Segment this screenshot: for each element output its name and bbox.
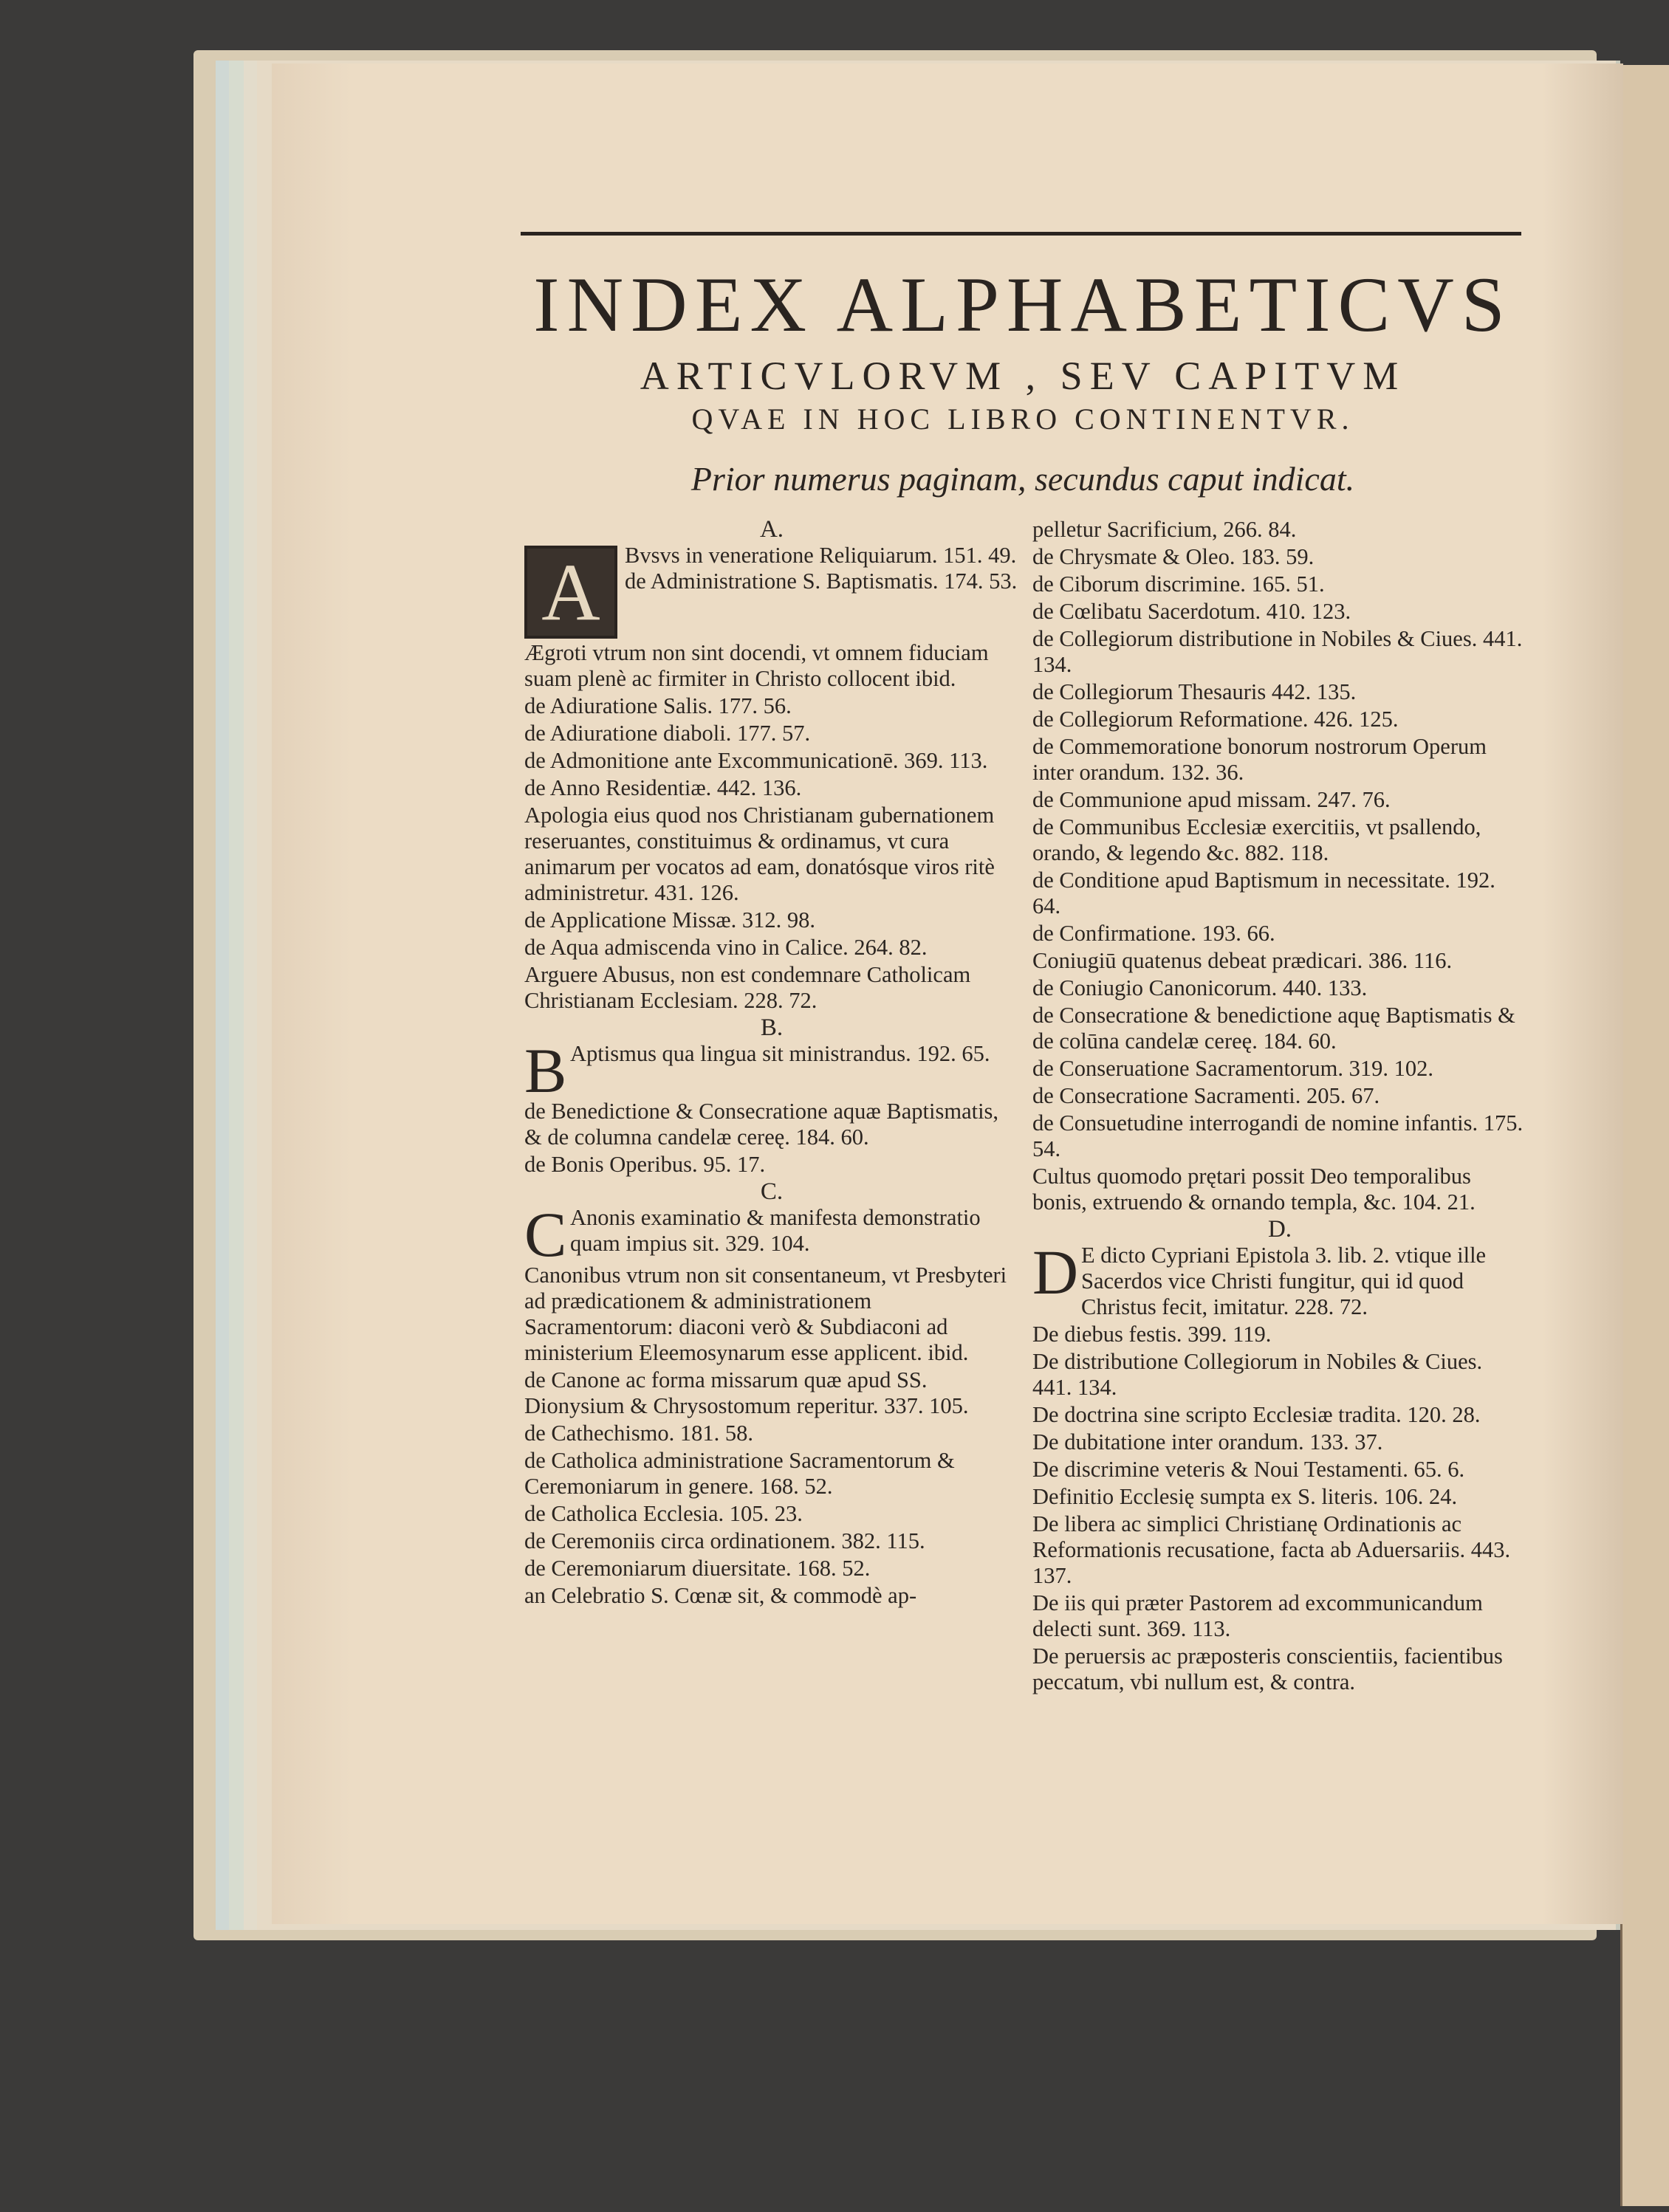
index-entry: Definitio Ecclesię sumpta ex S. literis. 106. 24. [1032, 1484, 1458, 1509]
initial-c: C [524, 1199, 567, 1270]
index-entry: pelletur Sacrificium, 266. 84. [1032, 517, 1297, 542]
index-entry: de Chrysmate & Oleo. 183. 59. [1032, 544, 1315, 569]
index-entry: an Celebratio S. Cœnæ sit, & commodè ap- [524, 1583, 917, 1608]
index-entry: Cultus quomodo prętari possit Deo temporalibus bonis, extruendo & ornando templa, &c. 104. 21. [1032, 1164, 1476, 1215]
index-entry: de Ceremoniis circa ordinationem. 382. 115. [524, 1528, 925, 1553]
index-entry: de Applicatione Missæ. 312. 98. [524, 907, 815, 932]
entry-text: E dicto Cypriani Epistola 3. lib. 2. vtique ille Sacerdos vice Christi fungitur, qui id quod Christus fecit, imitatur. 228. 72. [1081, 1243, 1487, 1319]
index-entry: de Consuetudine interrogandi de nomine infantis. 175. 54. [1032, 1110, 1524, 1161]
index-entry: de Communibus Ecclesiæ exercitiis, vt psallendo, orando, & legendo &c. 882. 118. [1032, 814, 1481, 865]
index-entry [524, 1199, 1019, 1270]
initial-d: D [1032, 1237, 1079, 1308]
index-entry: de Collegiorum Thesauris 442. 135. [1032, 679, 1357, 704]
index-entry: Apologia eius quod nos Christianam gubernationem reseruantes, constituimus & ordinamus, vt cura animarum per vocatos ad eam, donatósque viros ritè administretur. 431. 126. [524, 803, 995, 905]
index-entry: de Anno Residentiæ. 442. 136. [524, 775, 802, 800]
section-letter-c: C. [760, 1178, 784, 1205]
section-letter-d: D. [1267, 1216, 1292, 1243]
page-subtitle: Prior numerus paginam, secundus caput indicat. [690, 460, 1355, 498]
index-entry: De iis qui præter Pastorem ad excommunicandum delecti sunt. 369. 113. [1032, 1590, 1483, 1641]
section-letter-b: B. [760, 1014, 784, 1041]
initial-b: B [524, 1035, 567, 1106]
index-entry: De discrimine veteris & Noui Testamenti. 65. 6. [1032, 1457, 1465, 1482]
index-entry: de Communione apud missam. 247. 76. [1032, 787, 1391, 812]
entry-text: Aptismus qua lingua sit ministrandus. 192. 65. [570, 1041, 990, 1066]
page-title: INDEX ALPHABETICVS [533, 261, 1512, 348]
index-entry: de Conseruatione Sacramentorum. 319. 102. [1032, 1056, 1433, 1081]
decorated-initial-a: A [524, 546, 617, 639]
index-entry: Ægroti vtrum non sint docendi, vt omnem fiduciam suam plenè ac firmiter in Christo collocent ibid. [524, 640, 989, 691]
page-title-line3: QVAE IN HOC LIBRO CONTINENTVR. [691, 402, 1354, 436]
index-entry: de Ciborum discrimine. 165. 51. [1032, 571, 1325, 597]
index-entry: Canonibus vtrum non sit consentaneum, vt Presbyteri ad prædicationem & administrationem Sacramentorum: diaconi verò & Subdiaconi ad ministerium Eleemosynarum esse applicent. ibid. [524, 1263, 1007, 1365]
index-entry [1032, 1237, 1527, 1320]
section-letter-a: A. [759, 516, 784, 543]
entry-text: Bvsvs in veneratione Reliquiarum. 151. 49. [625, 543, 1017, 568]
entry-text: Anonis examinatio & manifesta demonstratio quam impius sit. 329. 104. [570, 1205, 981, 1256]
index-entry: de Aqua admiscenda vino in Calice. 264. 82. [524, 935, 928, 960]
entry-text: de Administratione S. Baptismatis. 174. 53. [625, 569, 1018, 594]
index-entry: de Confirmatione. 193. 66. [1032, 921, 1275, 946]
index-entry: De doctrina sine scripto Ecclesiæ tradita. 120. 28. [1032, 1402, 1481, 1427]
index-entry: de Consecratione Sacramenti. 205. 67. [1032, 1083, 1380, 1108]
index-entry: de Conditione apud Baptismum in necessitate. 192. 64. [1032, 868, 1495, 918]
index-entry: de Ceremoniarum diuersitate. 168. 52. [524, 1556, 871, 1581]
index-column-right [1032, 517, 1527, 1697]
index-entry: de Canone ac forma missarum quæ apud SS. Dionysium & Chrysostomum reperitur. 337. 105. [524, 1367, 969, 1418]
index-entry: de Cathechismo. 181. 58. [524, 1421, 754, 1446]
index-column-left [524, 517, 1019, 1610]
index-entry: de Admonitione ante Excommunicationē. 369. 113. [524, 748, 988, 773]
index-entry: Coniugiū quatenus debeat prædicari. 386. 116. [1032, 948, 1453, 973]
index-entry: de Bonis Operibus. 95. 17. [524, 1152, 766, 1177]
index-entry: de Collegiorum Reformatione. 426. 125. [1032, 707, 1399, 732]
index-entry: de Coniugio Canonicorum. 440. 133. [1032, 975, 1368, 1000]
index-entry: De libera ac simplici Christianę Ordinationis ac Reformationis recusatione, facta ab Aduersariis. 443. 137. [1032, 1511, 1511, 1588]
index-entry: de Cœlibatu Sacerdotum. 410. 123. [1032, 599, 1351, 624]
index-entry: de Benedictione & Consecratione aquæ Baptismatis, & de columna candelæ cereę. 184. 60. [524, 1099, 999, 1150]
page-title-line2: ARTICVLORVM , SEV CAPITVM [640, 354, 1406, 398]
index-entry: De dubitatione inter orandum. 133. 37. [1032, 1429, 1383, 1454]
index-entry [524, 543, 1019, 639]
header-rule [521, 232, 1521, 236]
index-entry: de Commemoratione bonorum nostrorum Operum inter orandum. 132. 36. [1032, 734, 1487, 785]
index-entry: De distributione Collegiorum in Nobiles & Ciues. 441. 134. [1032, 1349, 1483, 1400]
index-entry [524, 1035, 1019, 1106]
index-entry: Arguere Abusus, non est condemnare Catholicam Christianam Ecclesiam. 228. 72. [524, 962, 971, 1013]
index-entry: de Consecratione & benedictione aquę Baptismatis & de colūna candelæ cereę. 184. 60. [1032, 1003, 1515, 1054]
index-entry: De diebus festis. 399. 119. [1032, 1322, 1272, 1347]
index-entry: de Catholica administratione Sacramentorum & Ceremoniarum in genere. 168. 52. [524, 1448, 955, 1499]
index-entry: de Catholica Ecclesia. 105. 23. [524, 1501, 803, 1526]
index-entry: de Adiuratione Salis. 177. 56. [524, 693, 792, 718]
index-entry: de Adiuratione diaboli. 177. 57. [524, 721, 811, 746]
facing-page-edge [1620, 65, 1669, 2206]
index-entry: de Collegiorum distributione in Nobiles & Ciues. 441. 134. [1032, 626, 1523, 677]
index-entry: De peruersis ac præposteris conscientiis, facientibus peccatum, vbi nullum est, & contra. [1032, 1643, 1503, 1694]
